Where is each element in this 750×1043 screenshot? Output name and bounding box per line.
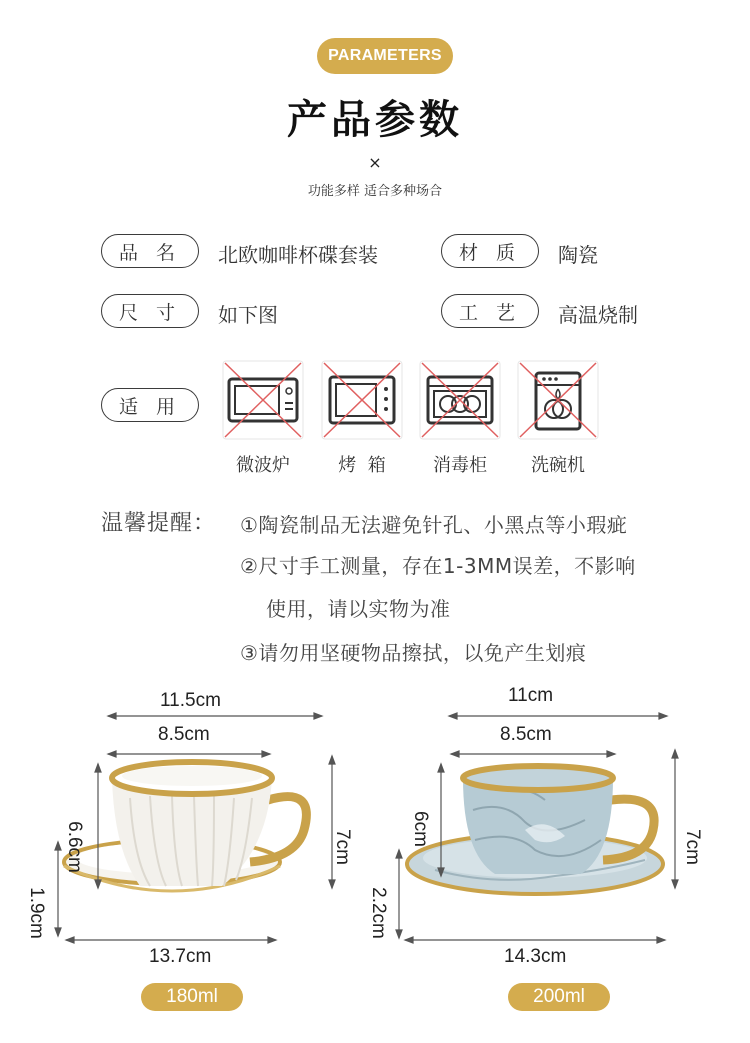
marble-capacity-badge: 200ml [508,983,610,1011]
name-label: 品 名 [101,234,199,268]
appliance-label-sterilizer: 消毒柜 [433,455,487,476]
tip-item: ②尺寸手工测量，存在1-3MM误差，不影响 [240,554,636,578]
oven-icon [320,359,404,441]
page-subtitle: 功能多样 适合多种场合 [307,184,443,199]
marble-cup-top-width: 11cm [508,685,554,706]
dishwasher-icon [516,359,600,441]
material-value: 陶瓷 [558,243,598,267]
size-label: 尺 寸 [101,294,199,328]
white-capacity-badge: 180ml [141,983,243,1011]
appliance-label-microwave: 微波炉 [236,455,290,476]
white-cup-top-width: 11.5cm [160,690,221,711]
marble-saucer-width: 14.3cm [504,946,567,967]
usage-label: 适 用 [101,388,199,422]
tip-item: ①陶瓷制品无法避免针孔、小黑点等小瑕疵 [240,513,628,537]
sterilizer-icon [418,359,502,441]
white-saucer-width: 13.7cm [149,946,212,967]
microwave-icon [221,359,305,441]
craft-label: 工 艺 [441,294,539,328]
material-label: 材 质 [441,234,539,268]
marble-saucer-height: 2.2cm [367,887,389,939]
tips-heading: 温馨提醒： [101,511,217,536]
craft-value: 高温烧制 [558,303,638,327]
white-cup-height: 6.6cm [63,821,85,873]
tip-item: ③请勿用坚硬物品擦拭，以免产生划痕 [240,641,587,665]
appliance-label-dishwasher: 洗碗机 [531,455,585,476]
page-title: 产品参数 [287,97,463,143]
name-value: 北欧咖啡杯碟套装 [218,243,378,267]
marble-cup-height: 6cm [409,811,431,847]
tip-item: 使用，请以实物为准 [266,597,451,621]
appliance-label-oven: 烤 箱 [338,455,386,476]
white-saucer-height: 1.9cm [25,887,47,939]
separator-mark: × [368,153,382,172]
marble-total-height: 7cm [681,829,703,865]
size-value: 如下图 [218,303,278,327]
white-total-height: 7cm [331,829,353,865]
parameters-badge: PARAMETERS [317,38,453,74]
marble-cup-width: 8.5cm [500,724,552,745]
white-cup-width: 8.5cm [158,724,210,745]
